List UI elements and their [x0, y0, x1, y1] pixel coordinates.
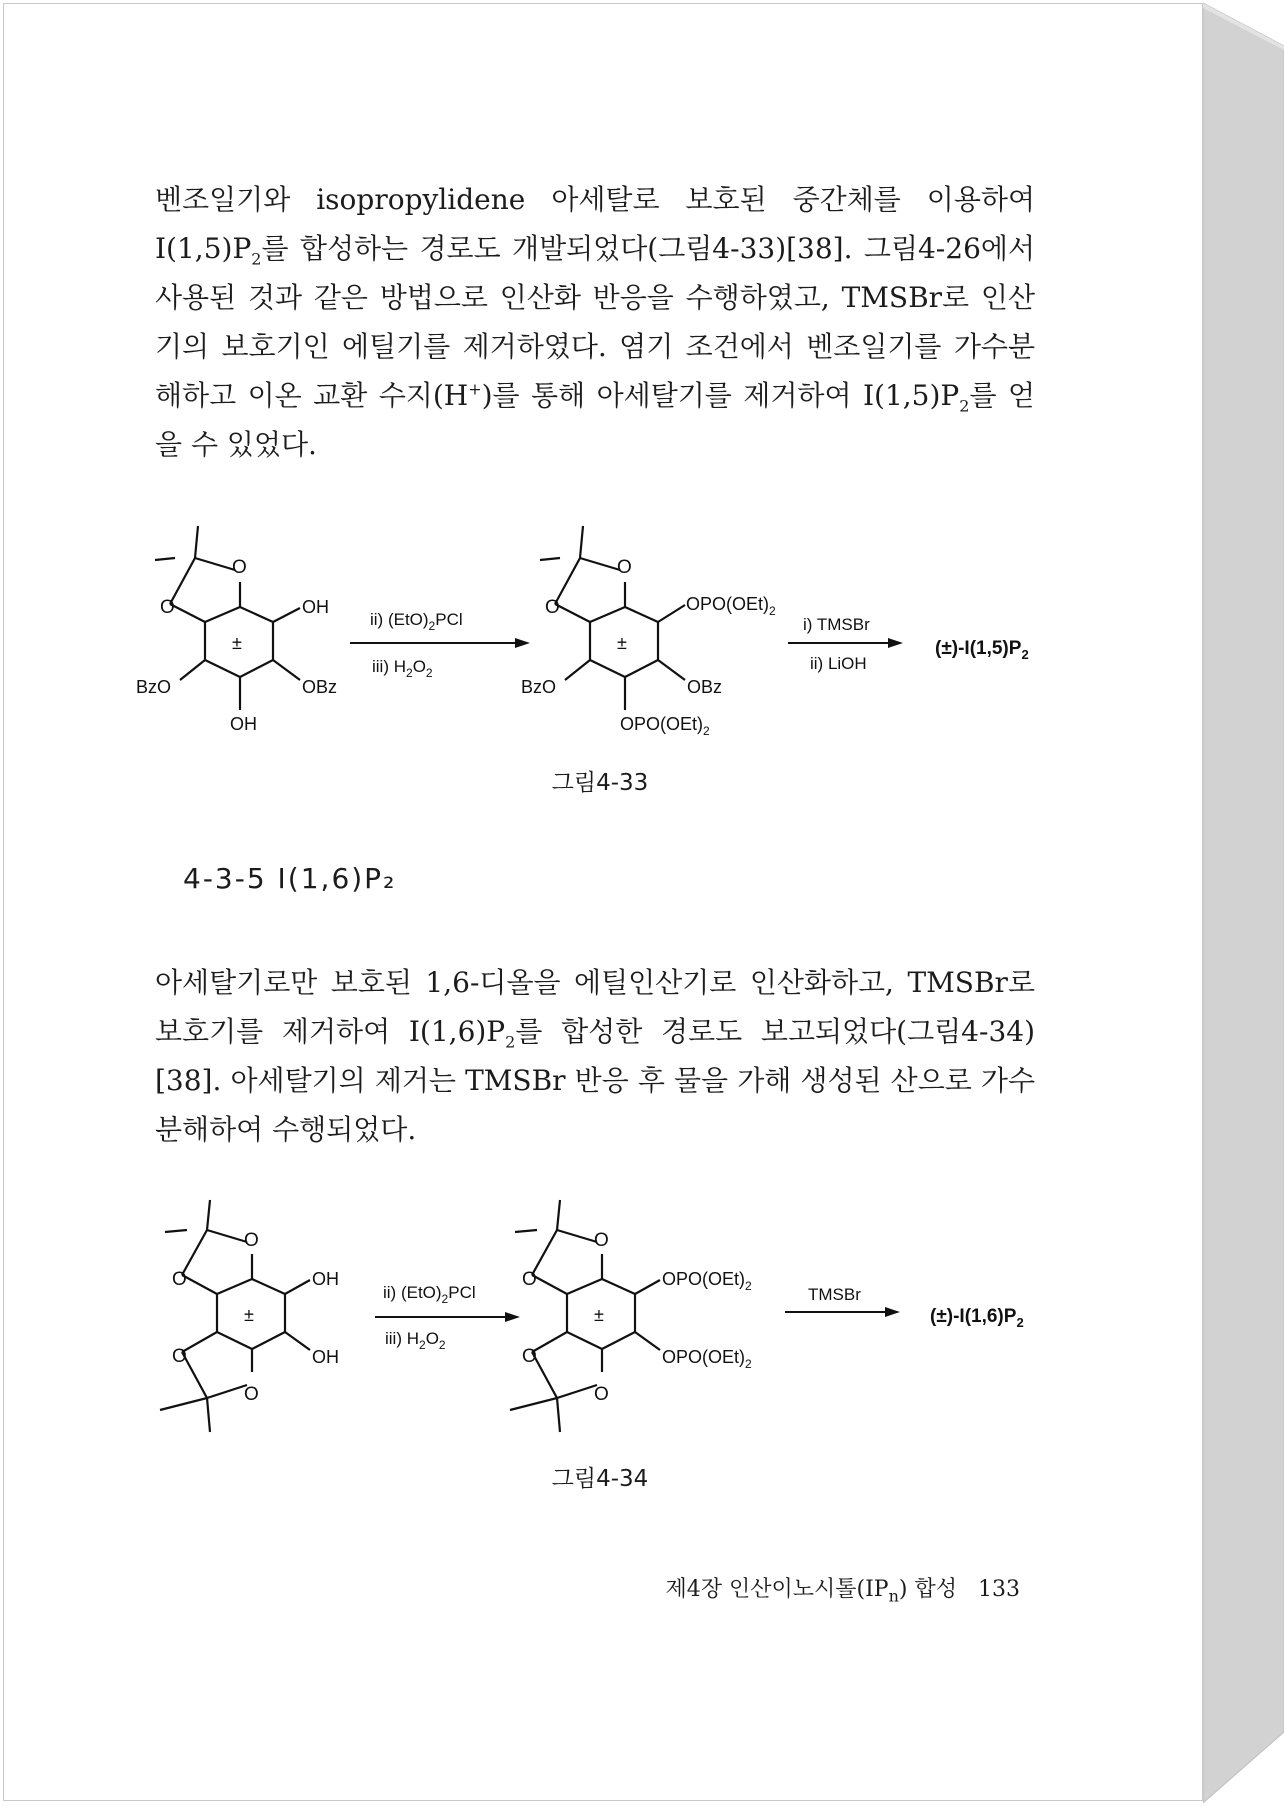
- racemic-label: ±: [232, 633, 242, 653]
- start-molecule-4-34: [160, 1200, 310, 1432]
- reagent-step-2: iii) $H_2O_2$: [372, 657, 433, 680]
- benzoate-label: BzO: [521, 677, 557, 697]
- chapter-title: 제4장 인산이노시톨$(IP_n)$ 합성: [665, 1577, 958, 1606]
- page-edge-3d: [1203, 0, 1284, 1806]
- ring-oxygen-label: O: [232, 557, 247, 578]
- reaction-arrow-4-head: [885, 1307, 900, 1317]
- section-heading: 4-3-5 I(1,6)P₂: [183, 862, 397, 895]
- phosphate-label: $OPO(OEt)_2$: [662, 1269, 752, 1293]
- hydroxyl-label: OH: [312, 1347, 339, 1367]
- ring-oxygen-label: O: [172, 1346, 187, 1367]
- benzoate-label: OBz: [687, 677, 723, 697]
- ring-oxygen-label: O: [545, 597, 560, 618]
- racemic-label: ±: [617, 633, 627, 653]
- product-label: $(\pm)-I(1,6)P_2$: [930, 1306, 1024, 1330]
- ring-oxygen-label: O: [594, 1384, 609, 1405]
- paragraph-2: 아세탈기로만 보호된 1,6-디올을 에틸인산기로 인산화하고, TMSBr로 보호기를 제거하여 $I(1,6)P_2$를 합성한 경로도 보고되었다(그림4-34)[38]. 아세탈기의 제거는 TMSBr 반응 후 물을 가해 생성된 산으로 가수 분해하여 수행되었다.: [155, 966, 1035, 1146]
- ring-oxygen-label: O: [594, 1230, 609, 1251]
- reagent-step-1: ii) $(EtO)_2PCl$: [383, 1283, 476, 1306]
- page-footer: [640, 1572, 1020, 1606]
- racemic-label: ±: [594, 1305, 604, 1325]
- reaction-arrow-3-head: [505, 1312, 520, 1322]
- hydroxyl-label: OH: [302, 597, 329, 617]
- phosphate-label: $OPO(OEt)_2$: [620, 714, 710, 738]
- ring-oxygen-label: O: [160, 597, 175, 618]
- paragraph-1: 벤조일기와 isopropylidene 아세탈로 보호된 중간체를 이용하여 $I(1,5)P_2$를 합성하는 경로도 개발되었다(그림4-33)[38]. 그림4-26에서 사용된 것과 같은 방법으로 인산화 반응을 수행하였고, TMSBr로 인산기의 보호기인 에틸기를 제거하였다. 염기 조건에서 벤조일기를 가수분해하고 이온 교환 수지(H+)를 통해 아세탈기를 제거하여 $I(1,5)P_2$를 얻을 수 있었다.: [155, 183, 1036, 461]
- ring-oxygen-label: O: [522, 1346, 537, 1367]
- product-label: $(\pm)-I(1,5)P_2$: [935, 638, 1029, 662]
- figure-caption: 그림4-33: [551, 770, 649, 796]
- benzoate-label: BzO: [136, 677, 172, 697]
- intermediate-molecule-4-34: [510, 1200, 660, 1432]
- reagent-step-3: i) TMSBr: [803, 615, 870, 634]
- reagent-step-2: iii) $H_2O_2$: [385, 1329, 446, 1352]
- reagent-step-4: ii) LiOH: [810, 654, 867, 673]
- ring-oxygen-label: O: [244, 1230, 259, 1251]
- ring-oxygen-label: O: [244, 1384, 259, 1405]
- benzoate-label: OBz: [302, 677, 338, 697]
- hydroxyl-label: OH: [230, 714, 257, 734]
- hydroxyl-label: OH: [312, 1269, 339, 1289]
- ring-oxygen-label: O: [617, 557, 632, 578]
- page-number: 133: [978, 1577, 1020, 1602]
- phosphate-label: $OPO(OEt)_2$: [662, 1347, 752, 1371]
- intermediate-molecule-4-34-labels: [522, 1230, 752, 1405]
- figure-caption: 그림4-34: [551, 1466, 649, 1492]
- reagent-step-3: TMSBr: [808, 1285, 861, 1304]
- ring-oxygen-label: O: [522, 1269, 537, 1290]
- ring-oxygen-label: O: [172, 1269, 187, 1290]
- phosphate-label: $OPO(OEt)_2$: [686, 594, 776, 618]
- reagent-step-1: ii) $(EtO)_2PCl$: [370, 610, 463, 633]
- racemic-label: ±: [244, 1305, 254, 1325]
